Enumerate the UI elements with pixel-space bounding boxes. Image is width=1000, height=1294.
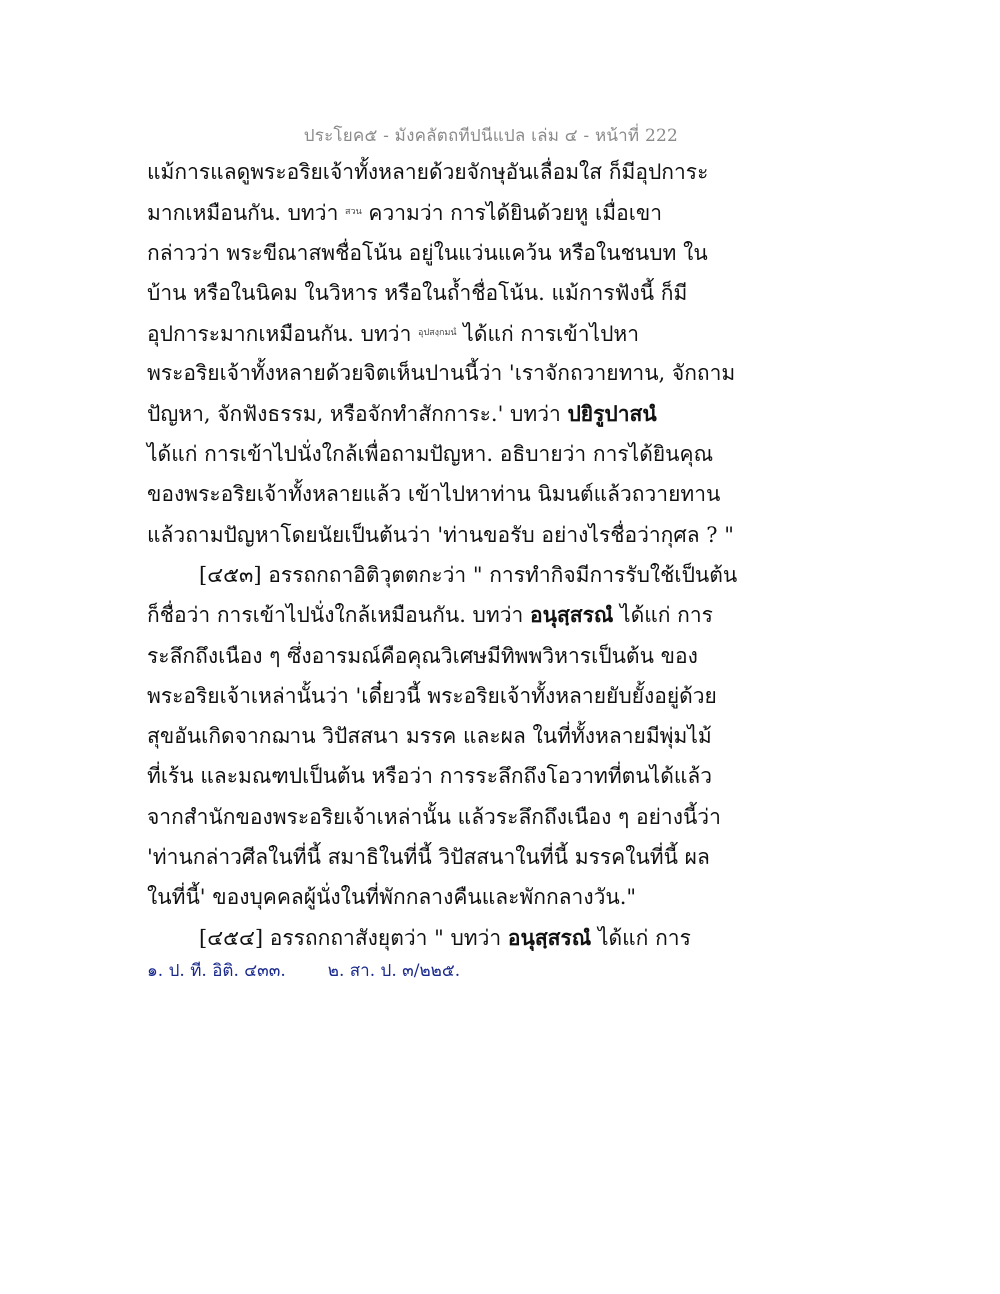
footnote-2: ๒. สา. ป. ๓/๒๒๕. bbox=[327, 961, 461, 981]
text-line bbox=[147, 474, 721, 514]
text-span: แล้วถามปัญหาโดยนัยเป็นต้นว่า 'ท่านขอรับ อย่างไรชื่อว่ากุศล ? " bbox=[147, 522, 734, 547]
text-span: ได้แก่ การ bbox=[591, 925, 691, 950]
text-span: 'ท่านกล่าวศีลในที่นี้ สมาธิในที่นี้ วิปัสสนาในที่นี้ มรรคในที่นี้ ผล bbox=[147, 845, 710, 870]
text-line bbox=[147, 797, 721, 837]
paragraph-453-start bbox=[147, 555, 738, 595]
text-line bbox=[147, 192, 707, 232]
text-line bbox=[147, 233, 707, 273]
text-span: แม้การแลดูพระอริยเจ้าทั้งหลายด้วยจักษุอันเลื่อมใส ก็มีอุปการะ bbox=[147, 160, 709, 184]
text-span: บ้าน หรือในนิคม ในวิหาร หรือในถ้ำชื่อโน้น. แม้การฟังนี้ ก็มี bbox=[147, 280, 688, 305]
text-span: [๔๕๓] อรรถกถาอิติวุตตกะว่า " การทำกิจมีการรับใช้เป็นต้น bbox=[199, 562, 738, 587]
text-span: จากสำนักของพระอริยเจ้าเหล่านั้น แล้วระลึกถึงเนือง ๆ อย่างนี้ว่า bbox=[147, 804, 721, 829]
text-span: สุขอันเกิดจากฌาน วิปัสสนา มรรค และผล ในที่ทั้งหลายมีพุ่มไม้ bbox=[147, 724, 712, 749]
body-text bbox=[147, 152, 738, 958]
text-span: ของพระอริยเจ้าทั้งหลายแล้ว เข้าไปหาท่าน นิมนต์แล้วถวายทาน bbox=[147, 482, 721, 507]
running-header: ประโยค๕ - มังคลัตถทีปนีแปล เล่ม ๔ - หน้าที่ 222 bbox=[303, 126, 678, 146]
text-line bbox=[147, 313, 707, 353]
footnote-1: ๑. ป. ที. อิติ. ๔๓๓. bbox=[147, 961, 286, 981]
pali-term-small: สวน bbox=[345, 207, 362, 218]
text-line bbox=[147, 152, 707, 192]
text-span: พระอริยเจ้าเหล่านั้นว่า 'เดี๋ยวนี้ พระอริยเจ้าทั้งหลายยับยั้งอยู่ด้วย bbox=[147, 683, 717, 708]
text-line bbox=[147, 837, 710, 877]
text-span: ปัญหา, จักฟังธรรม, หรือจักทำสักการะ.' บทว่า bbox=[147, 401, 568, 426]
pali-term-bold: อนุสฺสรณํ bbox=[529, 602, 614, 628]
text-line bbox=[147, 756, 713, 796]
text-span: ความว่า การได้ยินด้วยหู เมื่อเขา bbox=[361, 201, 663, 226]
text-line bbox=[147, 353, 736, 393]
text-line bbox=[147, 877, 707, 917]
pali-term-bold: ปยิรูปาสนํ bbox=[567, 400, 657, 426]
text-span: ระลึกถึงเนือง ๆ ซึ่งอารมณ์คือคุณวิเศษมีทิพพวิหารเป็นต้น ของ bbox=[147, 643, 698, 668]
pali-term-bold: อนุสฺสรณํ bbox=[507, 924, 592, 950]
text-span: [๔๕๔] อรรถกถาสังยุตว่า " บทว่า bbox=[199, 925, 508, 950]
footnotes bbox=[147, 957, 460, 984]
text-line bbox=[147, 394, 707, 434]
text-span: กล่าวว่า พระขีณาสพชื่อโน้น อยู่ในแว่นแคว้น หรือในชนบท ใน bbox=[147, 240, 708, 265]
pali-term-small: อุปสงฺกมนํ bbox=[418, 328, 457, 339]
text-line bbox=[147, 434, 714, 474]
text-span: ได้แก่ การเข้าไปนั่งใกล้เพื่อถามปัญหา. อธิบายว่า การได้ยินคุณ bbox=[147, 442, 714, 467]
text-line bbox=[147, 676, 717, 716]
paragraph-454-start bbox=[147, 918, 707, 958]
text-span: ได้แก่ การ bbox=[613, 603, 713, 628]
text-span: พระอริยเจ้าทั้งหลายด้วยจิตเห็นปานนี้ว่า 'เราจักถวายทาน, จักถาม bbox=[147, 361, 736, 386]
text-span: ในที่นี้' ของบุคคลผู้นั่งในที่พักกลางคืนและพักกลางวัน." bbox=[147, 885, 637, 910]
text-span: ก็ชื่อว่า การเข้าไปนั่งใกล้เหมือนกัน. บทว่า bbox=[147, 603, 530, 628]
text-line bbox=[147, 515, 734, 555]
text-line bbox=[147, 273, 707, 313]
text-span: ได้แก่ การเข้าไปหา bbox=[456, 322, 640, 347]
text-span: อุปการะมากเหมือนกัน. บทว่า bbox=[147, 322, 419, 347]
text-span: ที่เร้น และมณฑปเป็นต้น หรือว่า การระลึกถึงโอวาทที่ตนได้แล้ว bbox=[147, 764, 713, 789]
text-line bbox=[147, 716, 712, 756]
text-span: มากเหมือนกัน. บทว่า bbox=[147, 201, 346, 226]
text-line bbox=[147, 636, 707, 676]
text-line bbox=[147, 595, 713, 635]
